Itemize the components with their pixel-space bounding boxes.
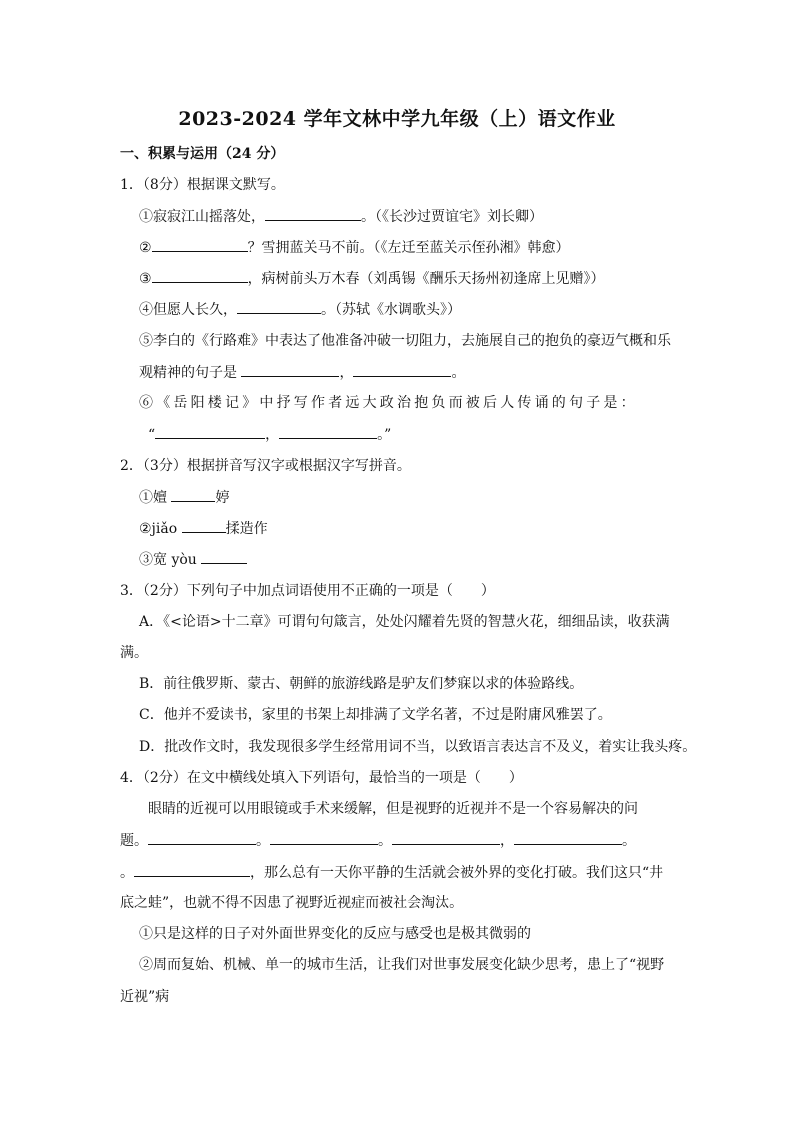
answer-blank[interactable]	[392, 830, 500, 845]
q1-item-5-pre: 观精神的句子是	[139, 365, 242, 381]
section-heading: 一、积累与运用（24 分）	[120, 146, 285, 162]
answer-blank[interactable]	[152, 237, 248, 252]
q3-option-b: B．前往俄罗斯、蒙古、朝鲜的旅游线路是驴友们梦寐以求的体验路线。	[139, 676, 584, 692]
q2-item-1-post: 婷	[215, 490, 230, 506]
answer-blank[interactable]	[265, 206, 361, 221]
q1-item-6-line2	[148, 424, 391, 445]
answer-blank[interactable]	[241, 362, 339, 377]
punctuation: 。”	[377, 427, 392, 443]
q4-passage-line1: 眼睛的近视可以用眼镜或手术来缓解，但是视野的近视并不是一个容易解决的问	[148, 801, 638, 817]
q2-item-2-post: 揉造作	[225, 521, 268, 537]
punctuation: 。	[256, 833, 270, 849]
answer-blank[interactable]	[182, 518, 226, 533]
q1-item-1-post: 。（《长沙过贾谊宅》刘长卿）	[361, 209, 543, 225]
q4-option-1: ①只是这样的日子对外面世界变化的反应与感受也是极其微弱的	[139, 926, 531, 942]
q2-item-3	[139, 549, 247, 570]
answer-blank[interactable]	[270, 830, 378, 845]
q1-item-2-post: ？雪拥蓝关马不前。（《左迁至蓝关示侄孙湘》韩愈）	[247, 240, 570, 256]
answer-blank[interactable]	[152, 268, 248, 283]
q1-item-3	[139, 268, 605, 289]
q2-item-2-pre: ②jiǎo	[139, 521, 182, 537]
punctuation: “	[148, 427, 156, 443]
answer-blank[interactable]	[155, 424, 265, 439]
q1-item-4-post: 。（苏轼《水调歌头》）	[321, 302, 461, 318]
q3-option-c: C．他并不爱读书，家里的书架上却排满了文学名著，不过是附庸风雅罢了。	[139, 707, 612, 723]
answer-blank[interactable]	[514, 830, 622, 845]
answer-blank[interactable]	[171, 487, 215, 502]
q4-option-2-line2: 近视”病	[120, 989, 170, 1005]
q1-item-4-pre: ④但愿人长久，	[139, 302, 237, 318]
punctuation: 。	[378, 833, 392, 849]
q1-item-3-pre: ③	[139, 271, 152, 287]
q4-passage-line2	[120, 830, 636, 851]
q1-item-2	[139, 237, 570, 258]
punctuation: ，	[500, 833, 514, 849]
q2-stem: 2．（3分）根据拼音写汉字或根据汉字写拼音。	[120, 458, 411, 474]
q1-item-2-pre: ②	[139, 240, 152, 256]
page-title: 2023-2024 学年文林中学九年级（上）语文作业	[178, 108, 616, 130]
answer-blank[interactable]	[353, 362, 451, 377]
q1-item-5-line2	[139, 362, 465, 383]
punctuation: 。	[622, 833, 636, 849]
q1-stem: 1．（8分）根据课文默写。	[120, 177, 285, 193]
q2-item-2	[139, 518, 268, 539]
q1-item-1	[139, 206, 543, 227]
answer-blank[interactable]	[148, 830, 256, 845]
q1-item-6-line1: ⑥《岳阳楼记》中抒写作者远大政治抱负而被后人传诵的句子是：	[139, 395, 638, 411]
q3-stem: 3．（2分）下列句子中加点词语使用不正确的一项是（ ）	[120, 583, 495, 599]
punctuation: 。	[451, 365, 466, 381]
punctuation: ，	[265, 427, 280, 443]
q4-passage-text: 题。	[120, 833, 148, 849]
answer-blank[interactable]	[279, 424, 377, 439]
q4-passage-line4: 底之蛙”，也就不得不因患了视野近视症而被社会淘汰。	[120, 895, 464, 911]
q1-item-1-pre: ①寂寂江山摇落处，	[139, 209, 265, 225]
answer-blank[interactable]	[134, 862, 250, 877]
q3-option-a-line1: A．《<论语>十二章》可谓句句箴言，处处闪耀着先贤的智慧火花，细细品读，收获满	[139, 614, 670, 630]
punctuation: ，	[339, 365, 354, 381]
q3-option-d: D．批改作文时，我发现很多学生经常用词不当，以致语言表达言不及义，着实让我头疼。	[139, 739, 697, 755]
q2-item-3-pre: ③宽 yòu	[139, 552, 202, 568]
q4-stem: 4．（2分）在文中横线处填入下列语句，最恰当的一项是（ ）	[120, 770, 523, 786]
q4-passage-line3	[120, 862, 663, 883]
answer-blank[interactable]	[237, 299, 321, 314]
q2-item-1-pre: ①嬗	[139, 490, 172, 506]
q4-option-2-line1: ②周而复始、机械、单一的城市生活，让我们对世事发展变化缺少思考，患上了“视野	[139, 957, 665, 973]
q3-option-a-line2: 满。	[120, 645, 148, 661]
answer-blank[interactable]	[201, 549, 247, 564]
q1-item-4	[139, 299, 461, 320]
punctuation: 。	[120, 865, 134, 881]
q2-item-1	[139, 487, 229, 508]
q1-item-3-post: ，病树前头万木春（刘禹锡《酬乐天扬州初逢席上见赠》）	[247, 271, 605, 287]
q1-item-5-line1: ⑤李白的《行路难》中表达了他准备冲破一切阻力，去施展自己的抱负的豪迈气概和乐	[139, 333, 671, 349]
q4-passage-text: ，那么总有一天你平静的生活就会被外界的变化打破。我们这只“井	[250, 865, 664, 881]
